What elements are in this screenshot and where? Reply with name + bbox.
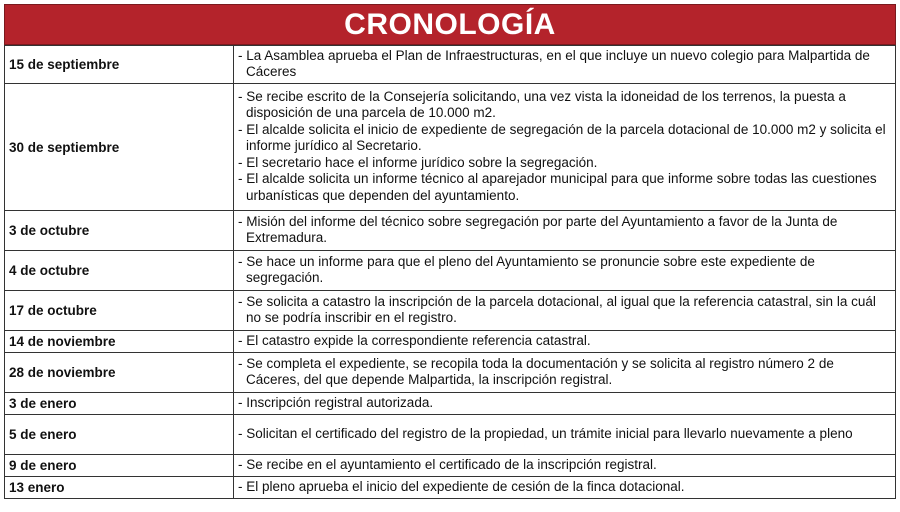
description-cell	[234, 455, 896, 477]
event-item: - El alcalde solicita el inicio de expediente de segregación de la parcela dotacional de 10.000 m2 y solicita el informe jurídico al Secretario.	[238, 121, 886, 154]
table-row	[5, 211, 896, 251]
description-cell	[234, 84, 896, 211]
date-cell: 28 de noviembre	[5, 353, 234, 393]
chronology-rows	[5, 46, 896, 499]
event-item: - Solicitan el certificado del registro de la propiedad, un trámite inicial para llevarlo nuevamente a pleno	[238, 425, 853, 441]
event-item: - La Asamblea aprueba el Plan de Infraestructuras, en el que incluye un nuevo colegio para Malpartida de Cáceres	[238, 47, 870, 79]
table-row	[5, 331, 896, 353]
description-cell	[234, 46, 896, 84]
table-row	[5, 353, 896, 393]
date-cell: 17 de octubre	[5, 291, 234, 331]
description-cell	[234, 353, 896, 393]
table-row	[5, 291, 896, 331]
event-item: - Misión del informe del técnico sobre segregación por parte del Ayuntamiento a favor de la Junta de Extremadura.	[238, 213, 838, 245]
event-item: - El secretario hace el informe jurídico sobre la segregación.	[238, 154, 598, 170]
date-cell: 3 de enero	[5, 393, 234, 415]
table-row	[5, 455, 896, 477]
table-row	[5, 84, 896, 211]
event-item: - Se hace un informe para que el pleno del Ayuntamiento se pronuncie sobre este expediente de segregación.	[238, 253, 815, 285]
event-item: - Se recibe en el ayuntamiento el certificado de la inscripción registral.	[238, 456, 657, 472]
description-cell	[234, 251, 896, 291]
table-row	[5, 393, 896, 415]
date-cell: 13 enero	[5, 477, 234, 499]
event-item: - Se recibe escrito de la Consejería solicitando, una vez vista la idoneidad de los terrenos, la puesta a disposición de una parcela de 10.000 m2.	[238, 88, 846, 121]
table-row	[5, 477, 896, 499]
description-cell	[234, 291, 896, 331]
table-row	[5, 46, 896, 84]
event-item: - Se completa el expediente, se recopila toda la documentación y se solicita al registro número 2 de Cáceres, del que depende Malpartida, la inscripción registral.	[238, 355, 834, 387]
description-cell	[234, 331, 896, 353]
title-banner	[4, 4, 896, 45]
date-cell: 30 de septiembre	[5, 84, 234, 211]
description-cell	[234, 477, 896, 499]
chronology-table	[4, 45, 896, 499]
page-title: CRONOLOGÍA	[344, 7, 556, 41]
date-cell: 14 de noviembre	[5, 331, 234, 353]
date-cell: 15 de septiembre	[5, 46, 234, 84]
date-cell: 5 de enero	[5, 415, 234, 455]
event-item: - Inscripción registral autorizada.	[238, 394, 434, 410]
chronology-document	[4, 4, 896, 508]
date-cell: 9 de enero	[5, 455, 234, 477]
event-item: - Se solicita a catastro la inscripción de la parcela dotacional, al igual que la referencia catastral, sin la cuál no se podría inscribir en el registro.	[238, 293, 876, 325]
description-cell	[234, 415, 896, 455]
event-item: - El alcalde solicita un informe técnico al aparejador municipal para que informe sobre todas las cuestiones urbanísticas que dependen del ayuntamiento.	[238, 171, 877, 203]
date-cell: 3 de octubre	[5, 211, 234, 251]
table-row	[5, 415, 896, 455]
date-cell: 4 de octubre	[5, 251, 234, 291]
event-item: - El pleno aprueba el inicio del expediente de cesión de la finca dotacional.	[238, 478, 685, 494]
table-row	[5, 251, 896, 291]
description-cell	[234, 393, 896, 415]
event-item: - El catastro expide la correspondiente referencia catastral.	[238, 332, 591, 348]
description-cell	[234, 211, 896, 251]
